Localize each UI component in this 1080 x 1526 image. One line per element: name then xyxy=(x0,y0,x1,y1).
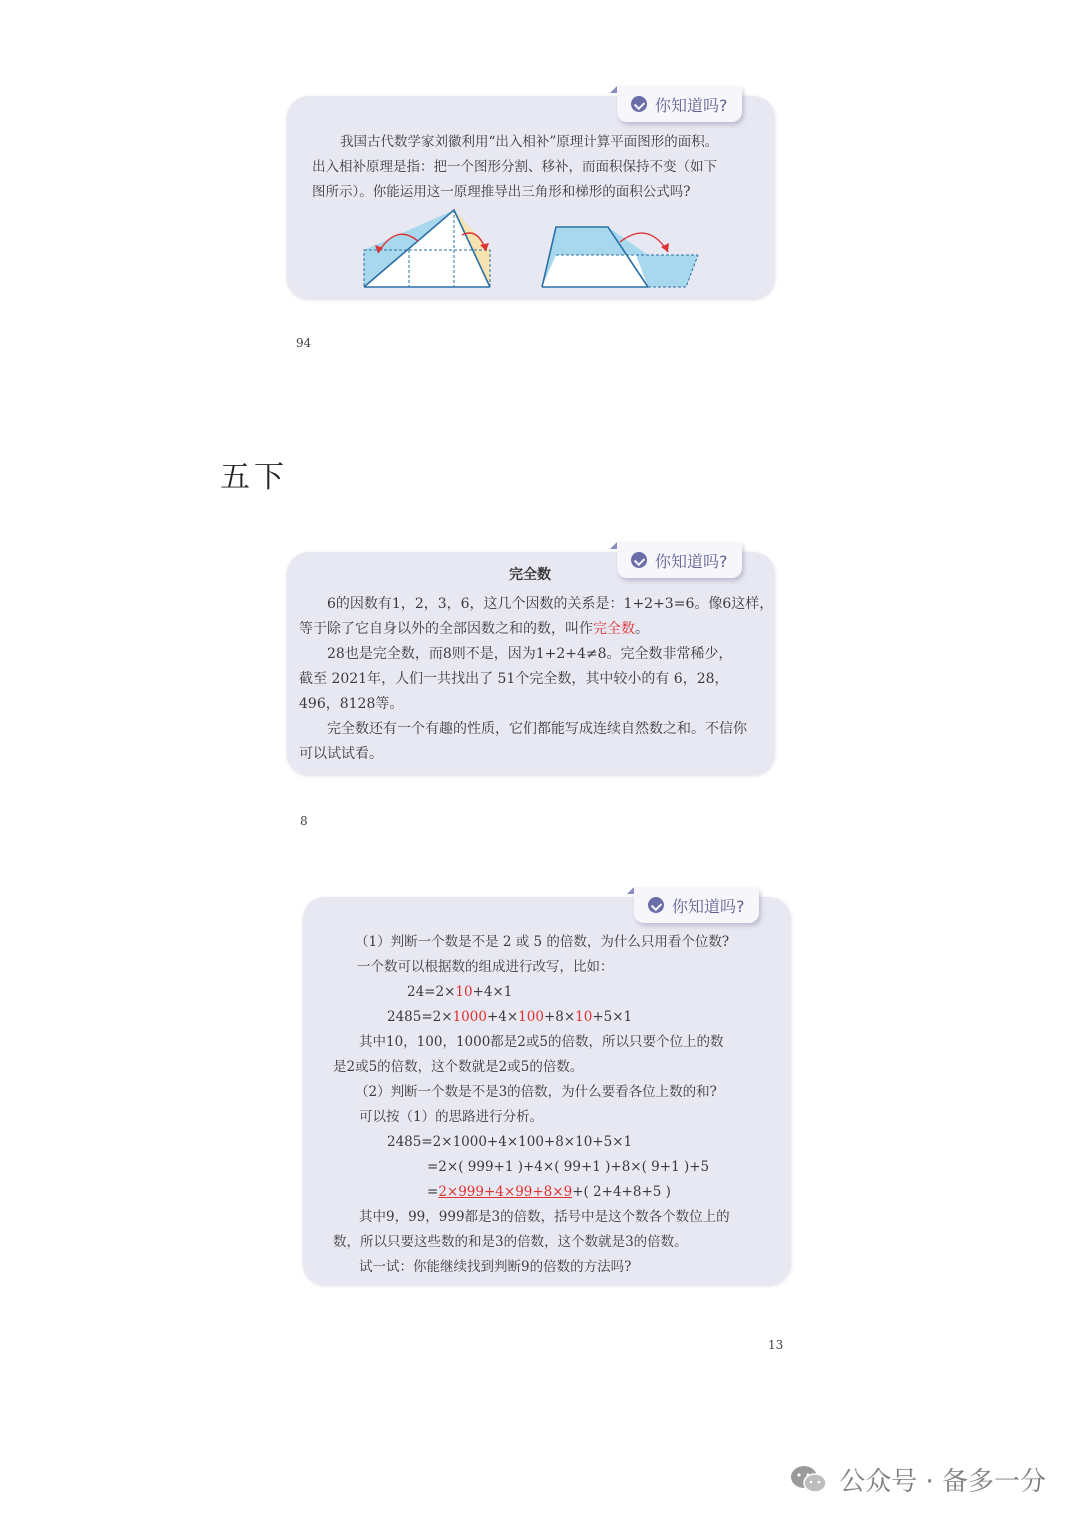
text-run: +4×1 xyxy=(472,984,513,1000)
card3-line: 是2或5的倍数，这个数就是2或5的倍数。 xyxy=(333,1059,584,1075)
text-run: 。 xyxy=(635,621,649,637)
card3-line: 试一试：你能继续找到判断9的倍数的方法吗? xyxy=(359,1259,632,1275)
highlight-term: 2×999+4×99+8×9 xyxy=(438,1184,573,1200)
highlight-term: 100 xyxy=(518,1009,544,1025)
card1-line-3: 图所示）。你能运用这一原理推导出三角形和梯形的面积公式吗? xyxy=(312,184,691,200)
card2-line: 6的因数有1，2，3，6，这几个因数的关系是：1+2+3=6。像6这样， xyxy=(327,596,774,612)
text-run: 等于除了它自身以外的全部因数之和的数，叫作 xyxy=(299,621,593,637)
card3-equation xyxy=(333,1005,730,1030)
card2-title: 完全数 xyxy=(509,567,551,583)
highlight-term: 10 xyxy=(455,984,473,1000)
text-run: 24=2× xyxy=(407,984,456,1000)
did-you-know-badge xyxy=(634,887,759,923)
card3-equation: 2485=2×1000+4×100+8×10+5×1 xyxy=(387,1134,633,1150)
text-run: +8× xyxy=(543,1009,576,1025)
triangle-area-diagram xyxy=(360,205,500,293)
highlight-term: 10 xyxy=(575,1009,593,1025)
highlight-term: 1000 xyxy=(452,1009,487,1025)
highlight-term: 完全数 xyxy=(593,621,635,637)
card1-line-2: 出入相补原理是指：把一个图形分割、移补，而面积保持不变（如下 xyxy=(312,159,717,175)
badge-label: 你知道吗? xyxy=(672,896,745,916)
page-number: 13 xyxy=(768,1338,784,1352)
card1-line-1: 我国古代数学家刘徽利用“出入相补”原理计算平面图形的面积。 xyxy=(340,134,719,150)
card3-line: 其中9，99，999都是3的倍数，括号中是这个数各个数位上的 xyxy=(359,1209,730,1225)
card2-line: 截至 2021年，人们一共找出了 51个完全数，其中较小的有 6，28， xyxy=(299,671,729,687)
page-number: 94 xyxy=(296,336,312,350)
card3-equation xyxy=(333,1180,730,1205)
text-run: +4× xyxy=(486,1009,519,1025)
card2-line: 496，8128等。 xyxy=(299,696,404,712)
text-run: = xyxy=(427,1184,439,1200)
page-number: 8 xyxy=(300,814,308,828)
card3-line: （1）判断一个数是不是 2 或 5 的倍数，为什么只用看个位数? xyxy=(355,934,730,950)
card2-line xyxy=(299,617,773,642)
wechat-icon xyxy=(789,1464,829,1496)
card3-line: 一个数可以根据数的组成进行改写，比如： xyxy=(357,959,614,975)
card3-text xyxy=(333,930,730,1280)
card2-text xyxy=(299,592,773,767)
card3-line: 其中10，100，1000都是2或5的倍数，所以只要个位上的数 xyxy=(359,1034,724,1050)
badge-label: 你知道吗? xyxy=(655,95,728,115)
card3-equation: =2×( 999+1 )+4×( 99+1 )+8×( 9+1 )+5 xyxy=(427,1159,710,1175)
text-run: +5×1 xyxy=(592,1009,633,1025)
text-run: 2485=2× xyxy=(387,1009,453,1025)
info-icon xyxy=(631,96,647,112)
card3-line: 数，所以只要这些数的和是3的倍数，这个数就是3的倍数。 xyxy=(333,1234,688,1250)
card2-line: 28也是完全数，而8则不是，因为1+2+4≠8。完全数非常稀少， xyxy=(327,646,733,662)
wechat-watermark xyxy=(789,1461,1046,1498)
badge-label: 你知道吗? xyxy=(655,551,728,571)
card3-line: 可以按（1）的思路进行分析。 xyxy=(359,1109,544,1125)
watermark-text: 公众号 · 备多一分 xyxy=(839,1467,1046,1497)
card2-line: 可以试试看。 xyxy=(299,746,383,762)
trapezoid-area-diagram xyxy=(536,222,702,292)
info-icon xyxy=(648,897,664,913)
text-run: +( 2+4+8+5 ) xyxy=(572,1184,671,1200)
did-you-know-badge xyxy=(617,86,742,122)
card1-text xyxy=(312,130,718,205)
card3-line: （2）判断一个数是不是3的倍数，为什么要看各位上数的和? xyxy=(355,1084,717,1100)
card2-line: 完全数还有一个有趣的性质，它们都能写成连续自然数之和。不信你 xyxy=(327,721,747,737)
grade-section-heading: 五下 xyxy=(220,460,288,495)
info-icon xyxy=(631,552,647,568)
did-you-know-badge xyxy=(617,542,742,578)
card3-equation xyxy=(333,980,730,1005)
